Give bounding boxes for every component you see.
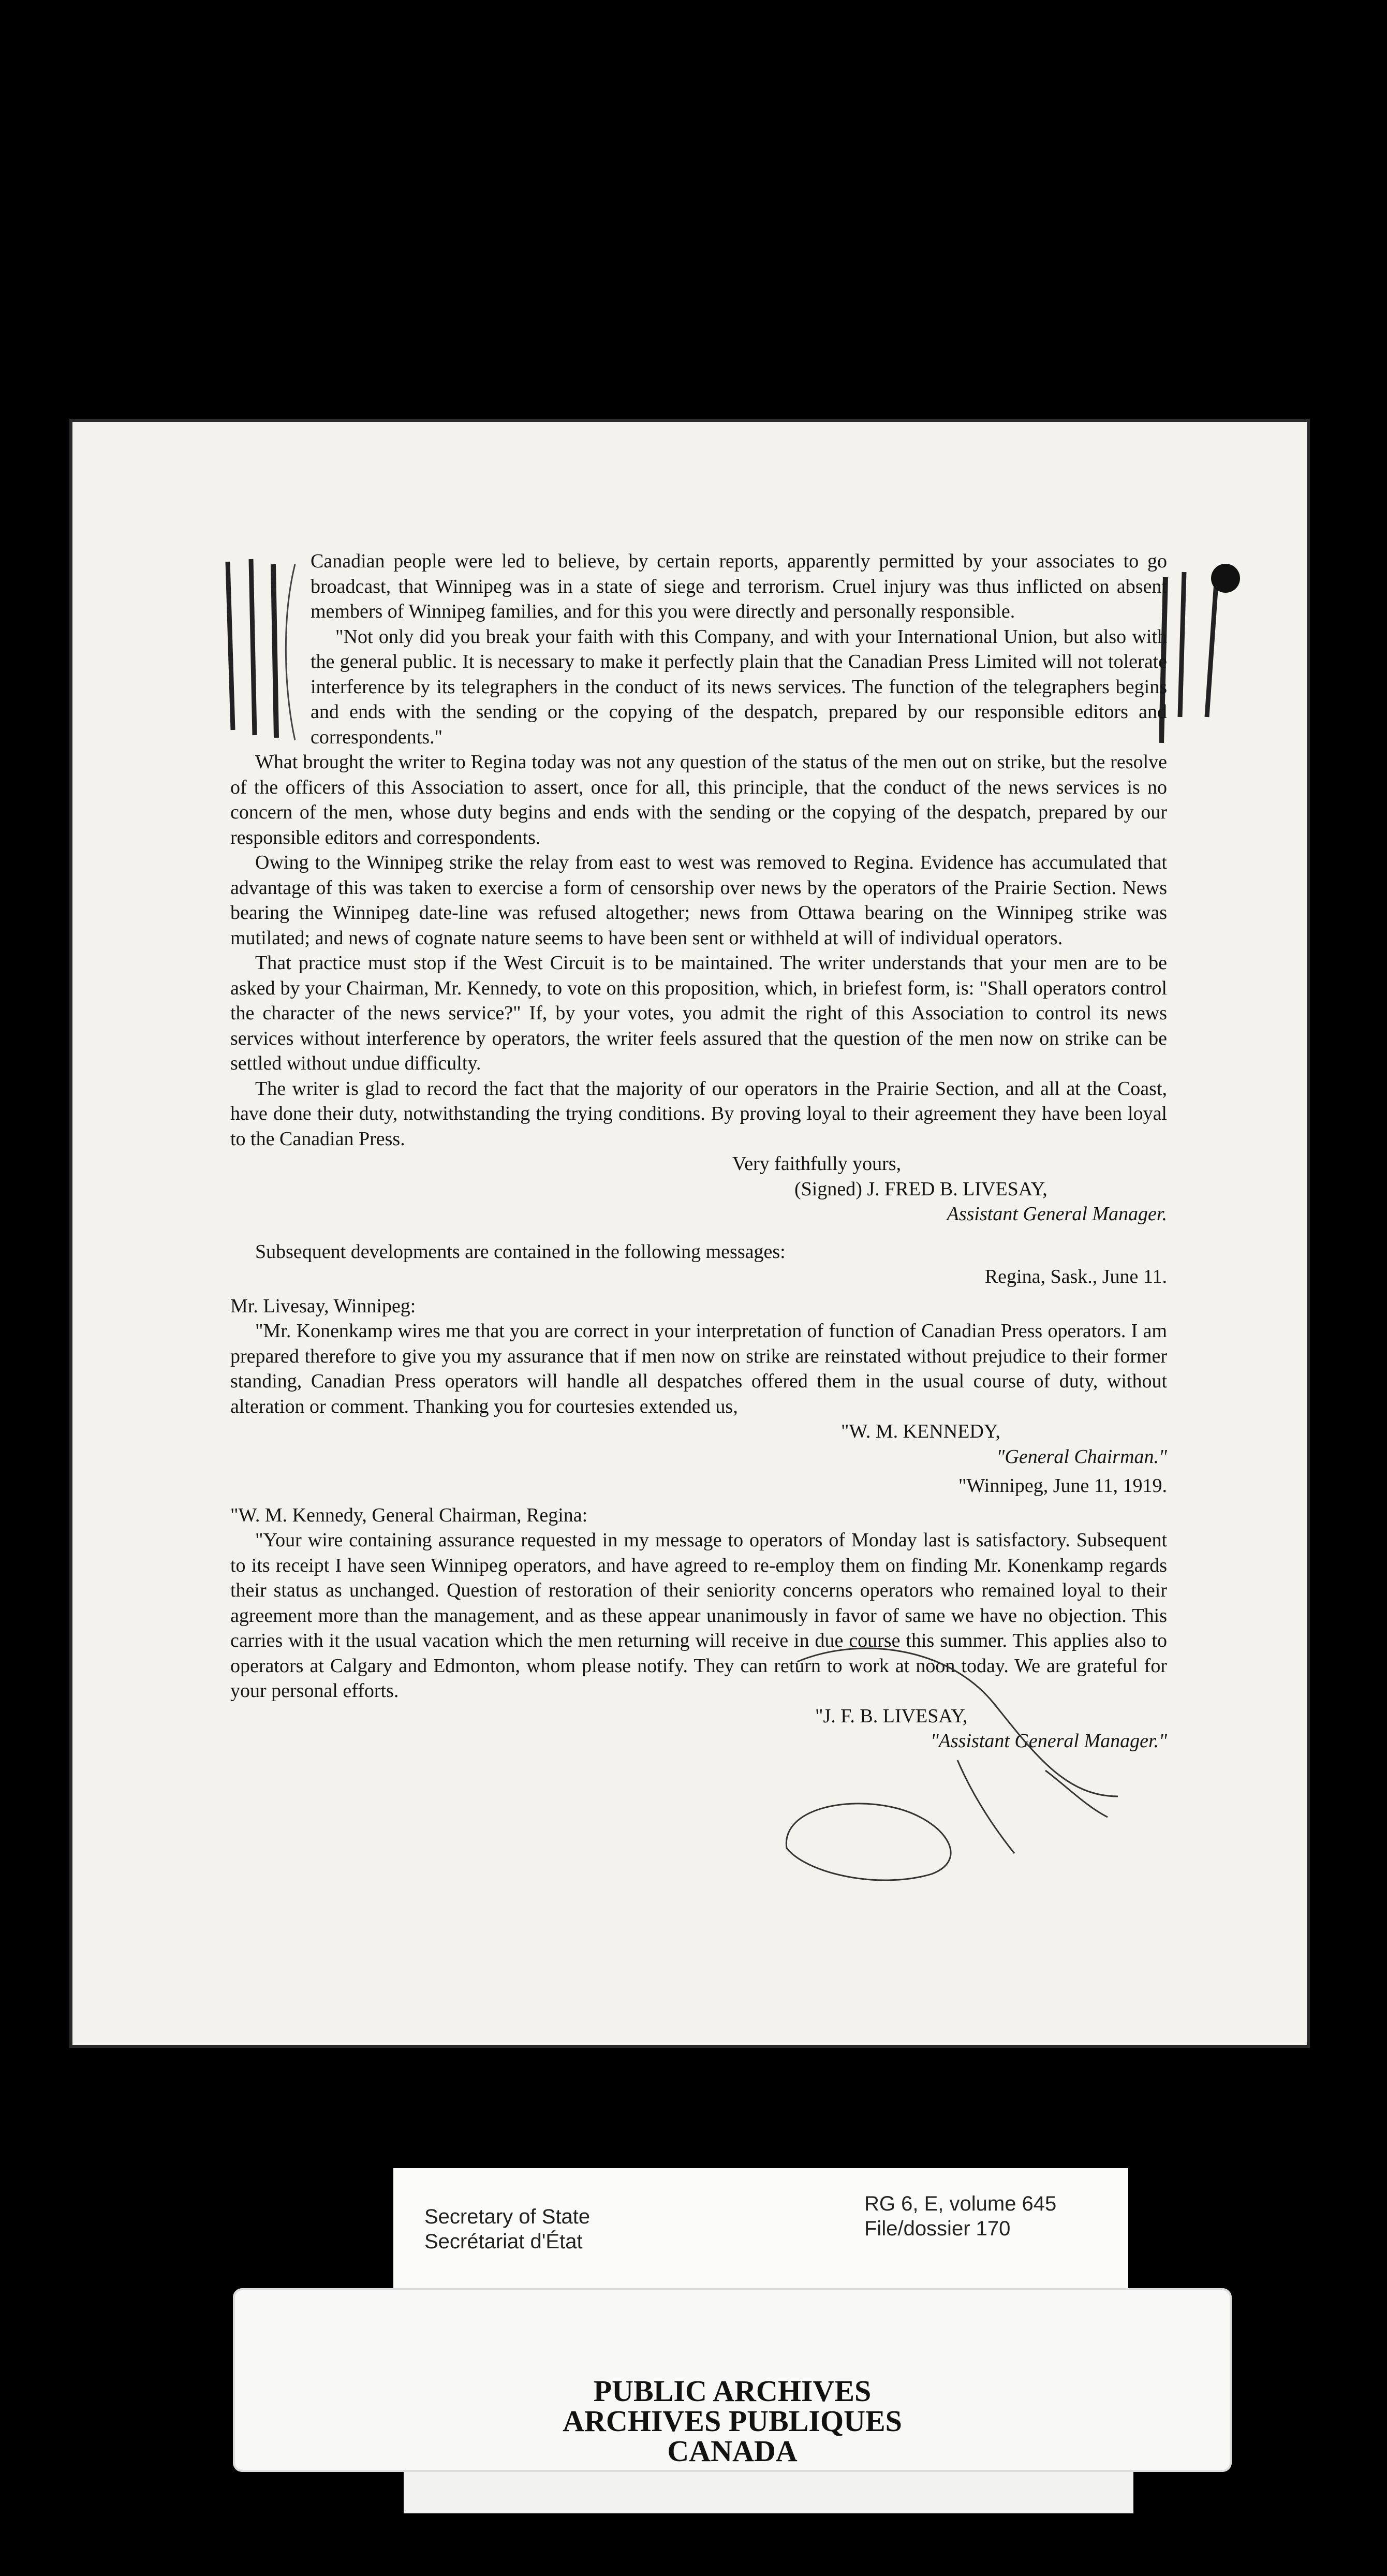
body-paragraph-3: That practice must stop if the West Circuit is to be maintained. The writer understands that your men are to be asked by your Chairman, Mr. Kennedy, to vote on this proposition, which, in briefest form, is: "Shall operators control the character of the news service?" If, by your votes, you admit the right of this Association to control its news services without interference by operators, the writer feels assured that the question of the men now on strike can be settled without undue difficulty. [230,952,1167,1074]
label-rg-volume: RG 6, E, volume 645 [864,2192,1057,2215]
stamp-strip [404,2472,1133,2513]
quote-paragraph-1: Canadian people were led to believe, by certain reports, apparently permitted by your associates to go broadcast, that Winnipeg was in a state of siege and terrorism. Cruel injury was thus inflicted on absent members of Winnipeg families, and for this you were directly and personally responsible. [311,550,1167,622]
label-reference [864,2191,1056,2241]
message-2-salutation: "W. M. Kennedy, General Chairman, Regina: [230,1504,588,1526]
letter-signature-title: Assistant General Manager. [947,1203,1167,1225]
body-paragraph-4: The writer is glad to record the fact that the majority of our operators in the Prairie Section, and all at the Coast, have done their duty, notwithstanding the trying conditions. By proving loyal to their agreement they have been loyal to the Canadian Press. [230,1077,1167,1150]
message-2-place-date: "Winnipeg, June 11, 1919. [958,1475,1167,1497]
quote-paragraph-2: "Not only did you break your faith with this Company, and with your International Union, but also with the general public. It is necessary to make it perfectly plain that the Canadian Press Limited will not tolerate interference by its telegraphers in the conduct of its news services. The function of the telegraphers begins and ends with the sending or the copying of the despatch, prepared by our responsible editors and correspondents." [311,625,1167,748]
ink-scribble [776,1641,1139,1884]
message-1-signature: "W. M. KENNEDY, [841,1421,1000,1442]
stamp-line-3: CANADA [667,2434,798,2468]
label-dept-fr: Secrétariat d'État [424,2230,583,2253]
label-file: File/dossier 170 [864,2217,1011,2240]
message-2-signature: "J. F. B. LIVESAY, [815,1705,968,1727]
message-2-body: "Your wire containing assurance requested in my message to operators of Monday last is satisfactory. Subsequent to its receipt I have seen Winnipeg operators, and have agreed to re-employ them on finding Mr. Konenkamp regards their status as unchanged. Question of restoration of their seniority concerns operators who remained loyal to their agreement more than the management, and as these appear unanimously in favor of same we have no objection. This carries with it the usual vacation which the men returning will receive in due course this summer. This applies also to operators at Calgary and Edmonton, whom please notify. They can return to work at noon today. We are grateful for your personal efforts. [230,1529,1167,1702]
message-1-place-date: Regina, Sask., June 11. [984,1266,1167,1287]
message-1-salutation: Mr. Livesay, Winnipeg: [230,1295,416,1317]
letter-closing: Very faithfully yours, [732,1153,902,1175]
label-dept-en: Secretary of State [424,2205,591,2228]
archives-stamp [233,2288,1232,2472]
message-2-signature-title: "Assistant General Manager." [930,1730,1167,1752]
stamp-line-1: PUBLIC ARCHIVES [593,2374,872,2408]
letter-text [230,549,1167,1754]
stamp-line-2: ARCHIVES PUBLIQUES [563,2404,902,2438]
messages-intro: Subsequent developments are contained in the following messages: [255,1240,786,1263]
message-1-body: "Mr. Konenkamp wires me that you are correct in your interpretation of function of Canadian Press operators. I am prepared therefore to give you my assurance that if men now on strike are reinstated without prejudice to their former standing, Canadian Press operators will handle all despatches offered them in the usual course of duty, without alteration or comment. Thanking you for courtesies extended us, [230,1320,1167,1417]
stamp-text [233,2376,1232,2466]
quoted-passage [230,549,1167,750]
body-paragraph-2: Owing to the Winnipeg strike the relay from east to west was removed to Regina. Evidence has accumulated that advantage of this was taken to exercise a form of censorship over news by the operators of the Prairie Section. News bearing the Winnipeg date-line was refused altogether; news from Ottawa bearing on the Winnipeg strike was mutilated; and news of cognate nature seems to have been sent or withheld at will of individual operators. [230,852,1167,949]
body-paragraph-1: What brought the writer to Regina today was not any question of the status of the men out on strike, but the resolve of the officers of this Association to assert, once for all, this principle, that the conduct of the news services is no concern of the men, whose duty begins and ends with the sending or the copying of the despatch, prepared by our responsible editors and correspondents. [230,751,1167,848]
message-1-signature-title: "General Chairman." [996,1445,1167,1468]
label-department [424,2204,590,2254]
letter-signature: (Signed) J. FRED B. LIVESAY, [794,1178,1047,1200]
margin-marks-right [1159,541,1247,748]
